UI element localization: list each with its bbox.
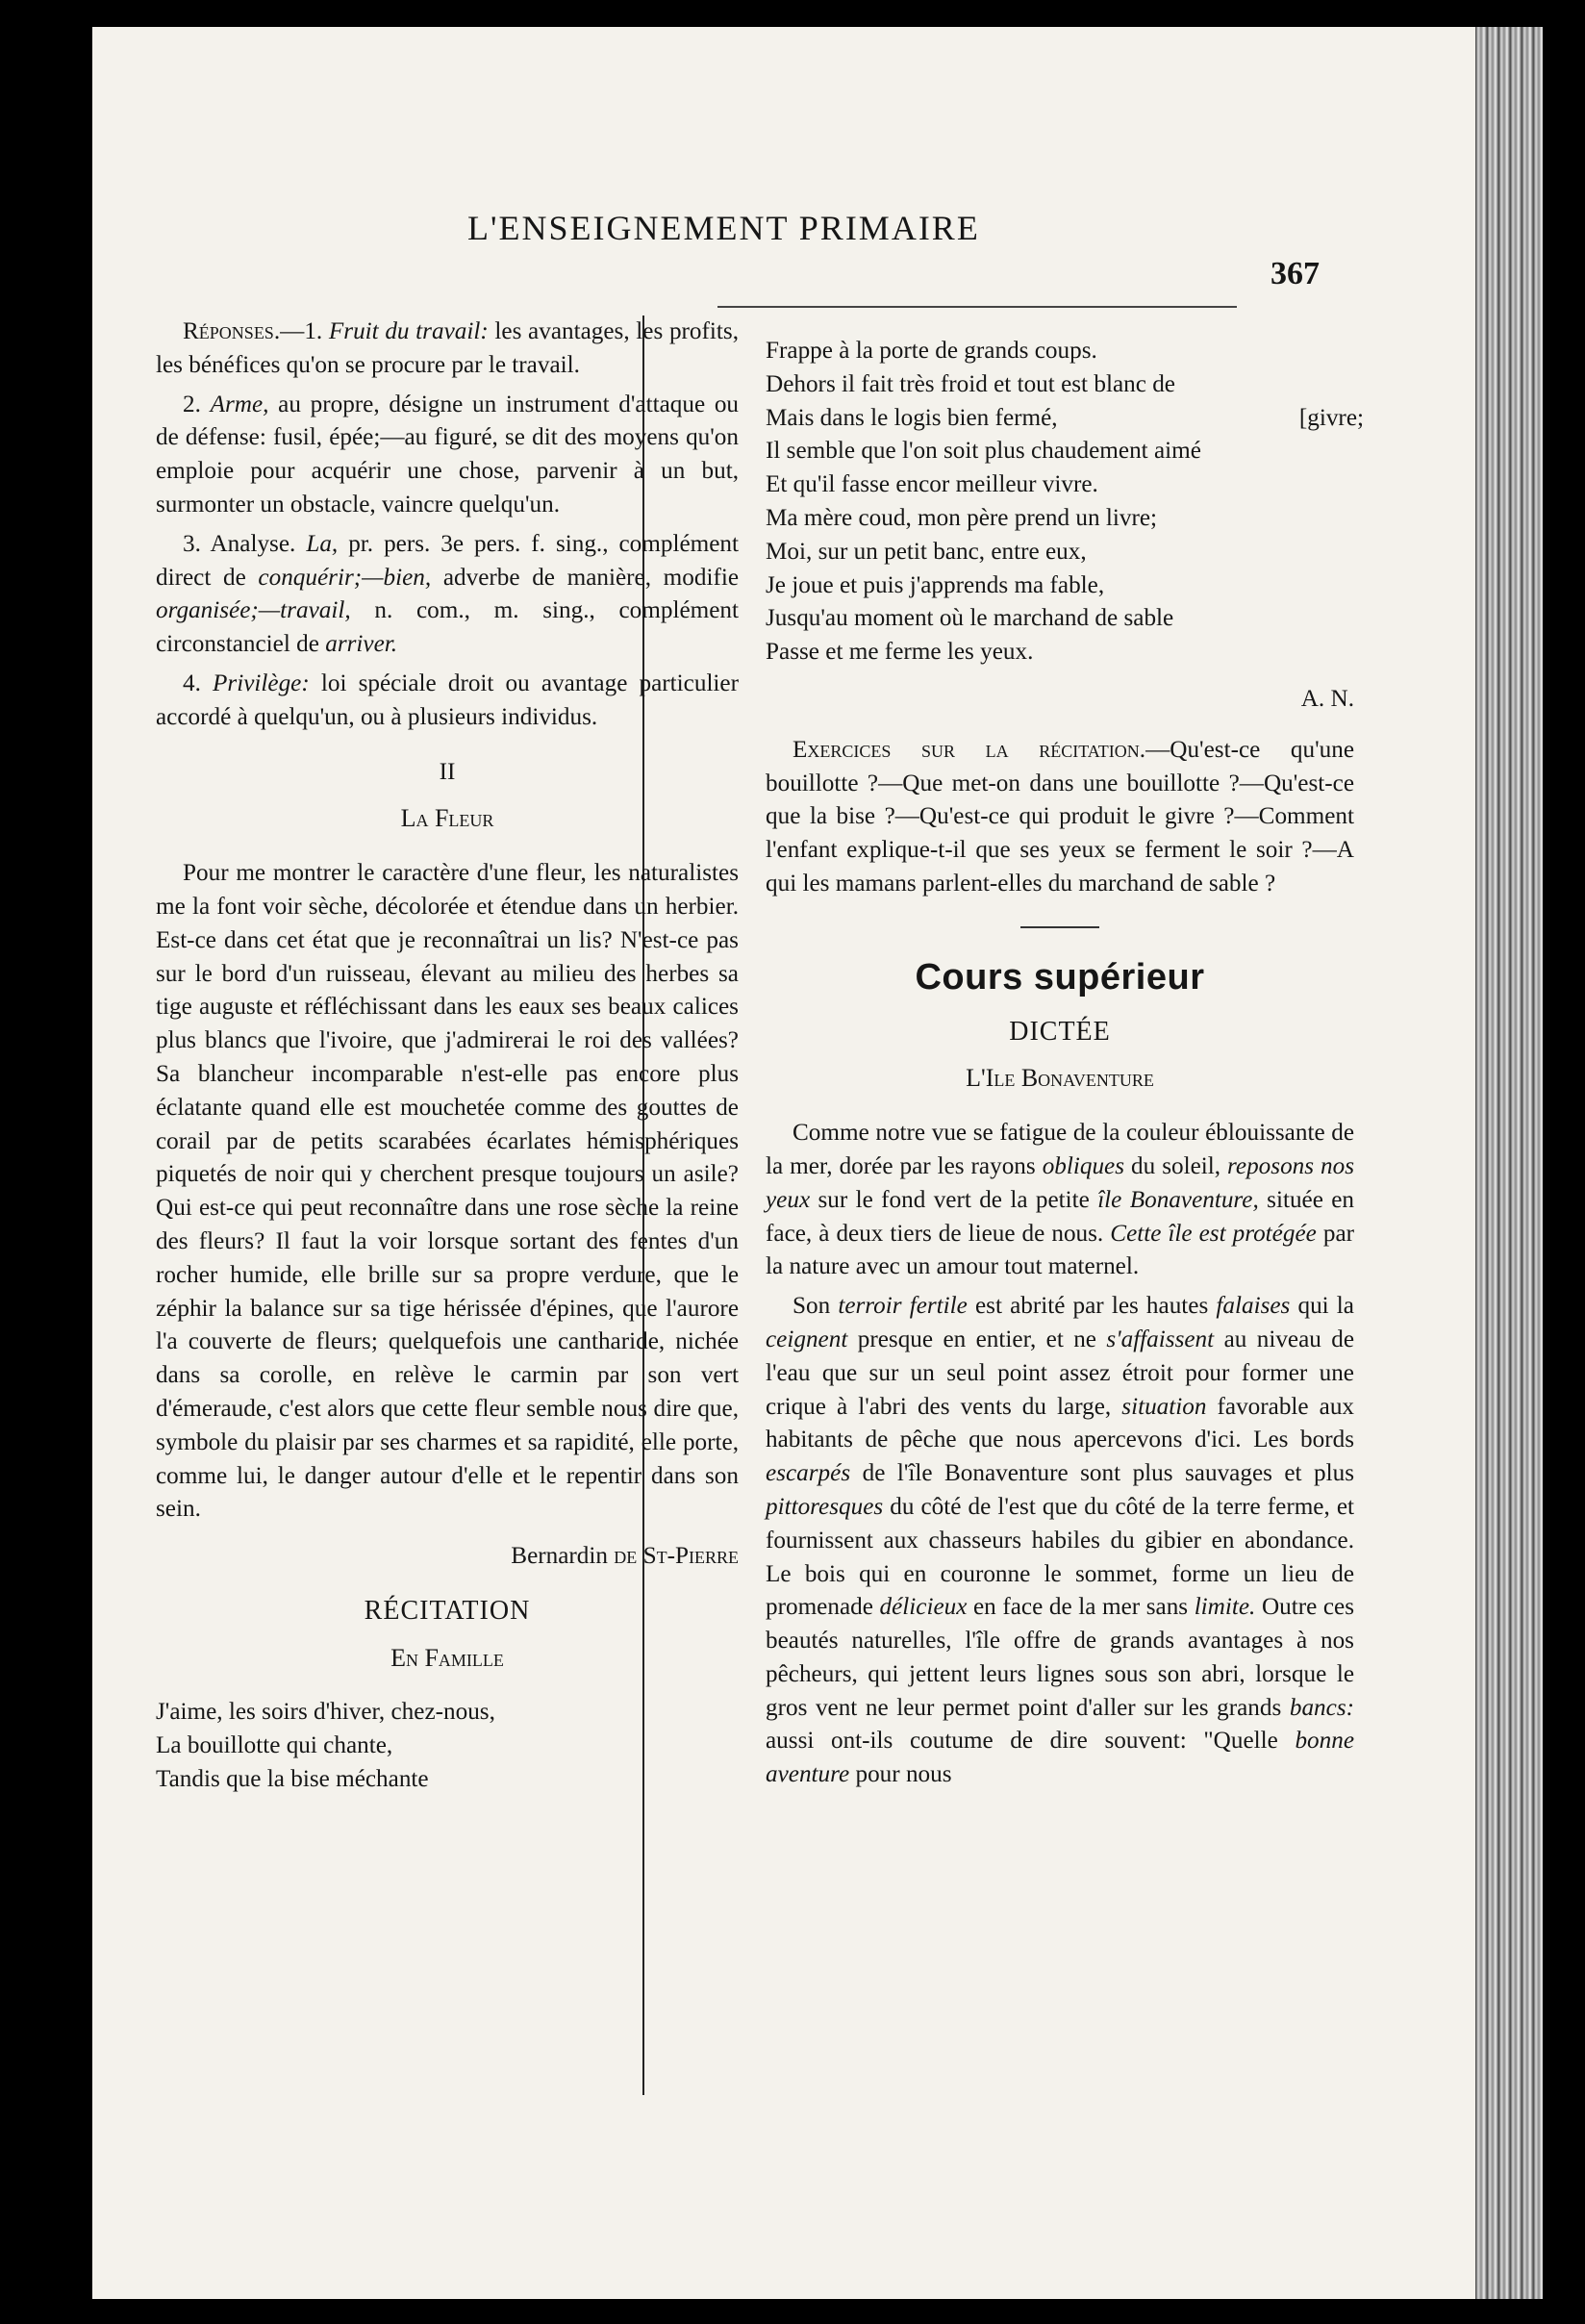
italic-run: délicieux bbox=[879, 1594, 968, 1621]
poem-line: Il semble que l'on soit plus chaudement aimé bbox=[766, 438, 1201, 465]
reponses-4 bbox=[156, 668, 739, 735]
poem-line: Ma mère coud, mon père prend un livre; bbox=[766, 504, 1158, 531]
text-run: du côté de l'est que du côté de la terre ferme, et fournissent aux chasseurs habiles du gibier en abondance. Le bois qui en couronne le sommet, forme un lieu de promenade bbox=[766, 1493, 1355, 1621]
famille-title: En Famille bbox=[390, 1643, 504, 1672]
reponses-1-num: —1. bbox=[280, 318, 323, 344]
running-title: L'ENSEIGNEMENT PRIMAIRE bbox=[467, 209, 980, 247]
fleur-text: Pour me montrer le caractère d'une fleur, les naturalistes me la font voir sèche, décolorée et étendue dans un herbier. Est-ce dans cet état que je reconnaîtrai un lis? N'est-ce pas sur le bord d'un ruisseau, élevant au milieu des herbes sa tige auguste et réfléchissant dans les eaux ses beaux calices plus blancs que l'ivoire, que j'admirerai le roi des vallées? Sa blancheur incomparable n'est-elle pas encore plus éclatante quand elle est mouchetée comme des gouttes de corail par de petits scarabées écarlates hémisphériques piquetés de noir qui y cherchent presque toujours un asile? Qui est-ce qui peut reconnaître dans une rose sèche la reine des fleurs? Il faut la voir lorsque sortant des fentes d'un rocher humide, elle brille sur sa propre verdure, que le zéphir la balance sur sa tige hérissée d'épines, que l'aurore l'a couverte de fleurs; quelquefois une cantharide, nichée dans sa corolle, en relève le carmin par son vert d'émeraude, c'est alors que cette fleur semble nous dire que, symbole du plaisir par ses charmes et sa rapidité, elle porte, comme lui, le danger autour d'elle et le repentir dans son sein. bbox=[156, 860, 739, 1523]
text-run: aussi ont-ils coutume de dire souvent: "Quelle bbox=[766, 1728, 1278, 1755]
cours-heading: Cours supérieur bbox=[915, 956, 1205, 998]
reponses-label: Réponses. bbox=[183, 318, 281, 344]
italic-run: reposons nos yeux bbox=[766, 1152, 1355, 1213]
text-run: pour nous bbox=[855, 1761, 952, 1788]
italic-run: falaises bbox=[1216, 1293, 1291, 1320]
reponses-3-e: adverbe de manière, modifie bbox=[442, 564, 740, 591]
poem-overflow: [givre; bbox=[1298, 404, 1364, 431]
text-run: qui la bbox=[1297, 1293, 1354, 1320]
page-number: 367 bbox=[1271, 256, 1320, 291]
italic-run: obliques bbox=[1042, 1152, 1125, 1179]
reponses-2 bbox=[156, 389, 739, 522]
reponses-1-text: les avantages, les profits, les bénéfices qu'on se procure par le travail. bbox=[156, 318, 740, 378]
text-run: en face de la mer sans bbox=[973, 1594, 1189, 1621]
reponses-4-term: Privilège: bbox=[213, 669, 310, 696]
poem-line: Je joue et puis j'apprends ma fable, bbox=[766, 571, 1105, 598]
reponses-3 bbox=[156, 528, 739, 662]
reponses-3-num: 3. bbox=[183, 530, 201, 557]
poem-right bbox=[766, 335, 1364, 669]
ile-paragraph-1 bbox=[766, 1117, 1354, 1284]
text-run: de l'île Bonaventure sont plus sauvages et plus bbox=[862, 1460, 1354, 1487]
poem-line: La bouillotte qui chante, bbox=[156, 1732, 393, 1759]
reponses-3-f: organisée;—travail, bbox=[156, 597, 351, 624]
italic-run: Cette île est protégée bbox=[1110, 1220, 1317, 1247]
reponses-1 bbox=[156, 316, 739, 383]
poem-line: Jusqu'au moment où le marchand de sable bbox=[766, 605, 1174, 632]
text-run: sur le fond vert de la petite bbox=[818, 1186, 1090, 1213]
book-page bbox=[92, 27, 1543, 2299]
italic-run: île Bonaventure, bbox=[1097, 1186, 1259, 1213]
left-column bbox=[156, 316, 739, 1797]
reponses-1-term: Fruit du travail: bbox=[328, 318, 489, 344]
poem-line: Tandis que la bise méchante bbox=[156, 1766, 429, 1793]
text-run: située en face, à deux tiers de lieue de nous. bbox=[766, 1186, 1355, 1247]
poem-line: Et qu'il fasse encor meilleur vivre. bbox=[766, 471, 1098, 498]
ile-title: L'Ile Bonaventure bbox=[966, 1064, 1154, 1093]
poem-line: Moi, sur un petit banc, entre eux, bbox=[766, 538, 1087, 565]
italic-run: bonne aventure bbox=[766, 1728, 1354, 1788]
ile-paragraph-2 bbox=[766, 1290, 1354, 1792]
italic-run: escarpés bbox=[766, 1460, 851, 1487]
dictee-heading: DICTÉE bbox=[1009, 1016, 1111, 1047]
exercices-text: —Qu'est-ce qu'une bouillotte ?—Que met-on dans une bouillotte ?—Qu'est-ce que la bise ?—Qu'est-ce qui produit le givre ?—Comment l'enfant explique-t-il que ses yeux se ferment le soir ?—A qui les mamans parlent-elles du marchand de sable ? bbox=[766, 736, 1355, 897]
reponses-2-text: au propre, désigne un instrument d'attaque ou de défense: fusil, épée;—au figuré, se dit des moyens qu'on emploie pour acquérir une chose, parvenir à un but, surmonter un obstacle, vaincre quelqu'un. bbox=[156, 391, 740, 518]
text-run: Outre ces beautés naturelles, l'île offre de grands avantages à nos pêcheurs, qui jettent leurs lignes sous son abri, lorsque le gros vent ne leur permet point d'aller sur les grands bbox=[766, 1594, 1355, 1721]
page-edge bbox=[1475, 27, 1543, 2299]
italic-run: bancs: bbox=[1289, 1694, 1355, 1721]
text-run: est abrité par les hautes bbox=[974, 1293, 1209, 1320]
page-content bbox=[92, 27, 1477, 2299]
reponses-2-term: Arme, bbox=[210, 391, 269, 417]
reponses-4-num: 4. bbox=[183, 669, 201, 696]
poem-line: Frappe à la porte de grands coups. bbox=[766, 338, 1097, 364]
poem-left bbox=[156, 1696, 739, 1796]
right-column bbox=[766, 335, 1364, 1798]
author-last: St-Pierre bbox=[642, 1543, 739, 1570]
poem-line-text: Mais dans le logis bien fermé, bbox=[766, 404, 1058, 431]
reponses-2-num: 2. bbox=[183, 391, 201, 417]
reponses-3-c: pr. pers. 3e pers. f. sing., complément direct de bbox=[156, 530, 740, 591]
reponses-3-d: conquérir;—bien, bbox=[258, 564, 432, 591]
italic-run: limite. bbox=[1194, 1594, 1256, 1621]
reponses-3-h: arriver. bbox=[325, 631, 398, 658]
section-number: II bbox=[439, 758, 456, 785]
header-rule bbox=[717, 306, 1237, 308]
text-run: par la nature avec un amour tout maternel. bbox=[766, 1220, 1355, 1280]
italic-run: terroir fertile bbox=[838, 1293, 968, 1320]
text-run: au niveau de l'eau que sur un seul point assez étroit pour former une crique à l'abri des vents du large, bbox=[766, 1326, 1355, 1420]
exercices bbox=[766, 734, 1354, 901]
text-run: Son bbox=[792, 1293, 831, 1320]
italic-run: situation bbox=[1121, 1393, 1207, 1420]
text-run: presque en entier, et ne bbox=[857, 1326, 1096, 1352]
fleur-title: La Fleur bbox=[400, 804, 494, 833]
author-first: Bernardin bbox=[511, 1543, 608, 1570]
fleur-author bbox=[156, 1540, 739, 1574]
italic-run: s'affaissent bbox=[1106, 1326, 1215, 1352]
author-particle: de bbox=[614, 1543, 638, 1570]
reponses-3-a: Analyse. bbox=[210, 530, 296, 557]
section-rule bbox=[1020, 926, 1099, 928]
reponses-3-b: La, bbox=[306, 530, 339, 557]
text-run: Comme notre vue se fatigue de la couleur éblouissante de la mer, dorée par les rayons bbox=[766, 1120, 1354, 1179]
poem-line: J'aime, les soirs d'hiver, chez-nous, bbox=[156, 1699, 495, 1726]
text-run: du soleil, bbox=[1131, 1152, 1221, 1179]
text-run: favorable aux habitants de pêche que nous apercevons d'ici. Les bords bbox=[766, 1393, 1355, 1453]
recitation-heading: RÉCITATION bbox=[364, 1595, 531, 1626]
reponses-3-g: n. com., m. sing., complément circonstanciel de bbox=[156, 597, 739, 658]
italic-run: ceignent bbox=[766, 1326, 848, 1352]
reponses-4-text: loi spéciale droit ou avantage particulier accordé à quelqu'un, ou à plusieurs individus. bbox=[156, 669, 740, 730]
poem-author: A. N. bbox=[1300, 685, 1354, 712]
exercices-label: Exercices sur la récitation. bbox=[792, 736, 1146, 763]
italic-run: pittoresques bbox=[766, 1493, 884, 1520]
poem-line: Dehors il fait très froid et tout est blanc de bbox=[766, 370, 1175, 397]
poem-line: Passe et me ferme les yeux. bbox=[766, 639, 1034, 666]
poem-line bbox=[766, 402, 1364, 436]
